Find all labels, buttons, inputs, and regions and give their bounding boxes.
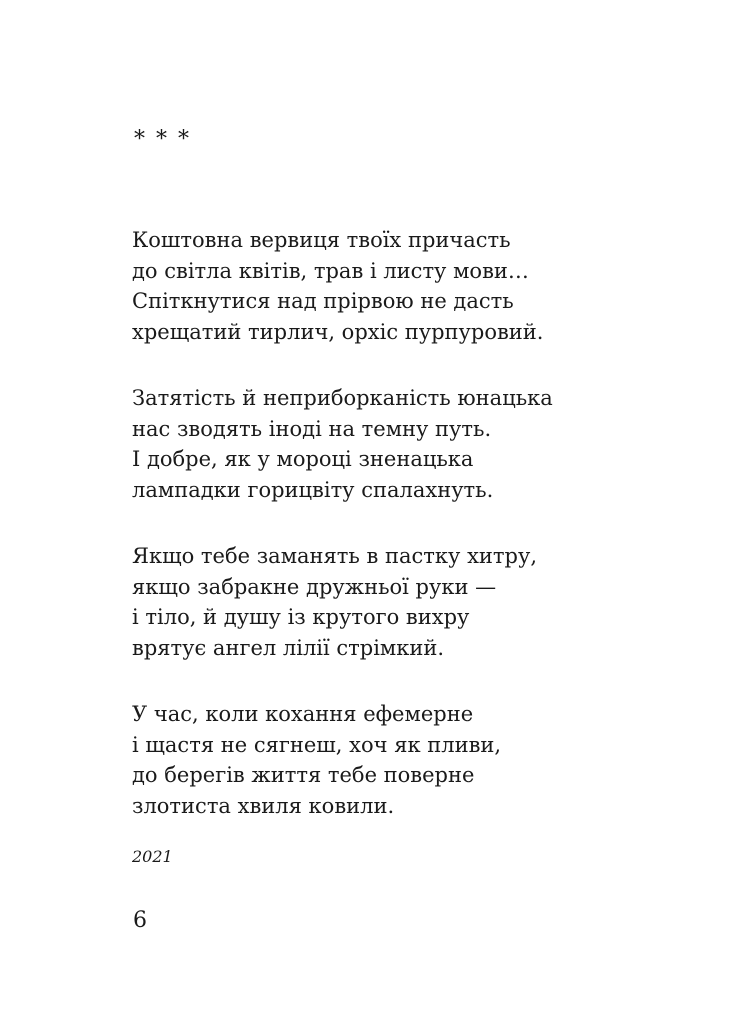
poem-date: 2021 bbox=[132, 847, 173, 866]
poem-line: злотиста хвиля ковили. bbox=[132, 793, 395, 818]
poem-separator: * * * bbox=[134, 127, 191, 152]
poem-line: врятує ангел лілії стрімкий. bbox=[132, 635, 445, 660]
poem-line: Затятість й неприборканість юнацька bbox=[132, 386, 553, 410]
poem-line: і тіло, й душу із крутого вихру bbox=[132, 605, 470, 629]
stanza bbox=[132, 225, 553, 347]
page-number: 6 bbox=[133, 908, 147, 933]
poem-line: якщо забракне дружньої руки — bbox=[132, 574, 497, 599]
poem-line: хрещатий тирлич, орхіс пурпуровий. bbox=[132, 319, 544, 344]
stanza bbox=[132, 699, 553, 821]
poem-line: і щастя не сягнеш, хоч як пливи, bbox=[132, 732, 502, 757]
poem-line: У час, коли кохання ефемерне bbox=[132, 702, 474, 726]
stanza bbox=[132, 541, 553, 663]
poem-line: І добре, як у мороці зненацька bbox=[132, 447, 474, 471]
poem-line: до світла квітів, трав і листу мови… bbox=[132, 258, 529, 283]
poem-line: Спіткнутися над прірвою не дасть bbox=[132, 289, 514, 313]
stanza bbox=[132, 383, 553, 505]
poem-line: до берегів життя тебе поверне bbox=[132, 763, 475, 787]
poem-line: Коштовна вервиця твоїх причасть bbox=[132, 228, 511, 252]
poem-line: лампадки горицвіту спалахнуть. bbox=[132, 477, 494, 502]
poem-line: нас зводять іноді на темну путь. bbox=[132, 416, 492, 441]
poem-line: Якщо тебе заманять в пастку хитру, bbox=[132, 544, 537, 568]
poem-body bbox=[132, 225, 553, 857]
